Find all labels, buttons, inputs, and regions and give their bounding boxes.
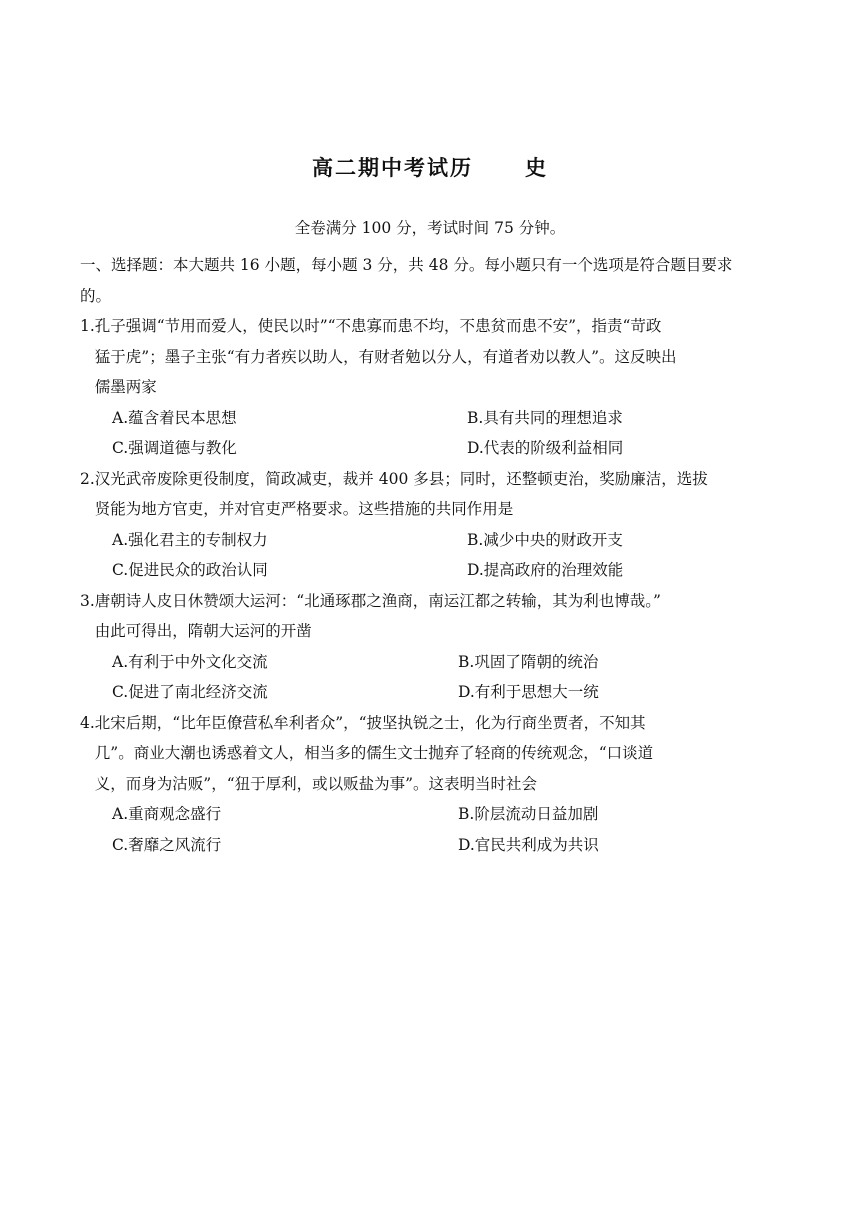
question-4-stem-line: 义，而身为沽贩”，“狃于厚利，或以贩盐为事”。这表明当时社会 [80, 774, 538, 793]
question-3-option-a: A.有利于中外文化交流 [112, 652, 268, 671]
page-title-part1: 高二期中考试历 [312, 156, 473, 180]
question-4-options-row [80, 830, 780, 861]
exam-info: 全卷满分 100 分，考试时间 75 分钟。 [294, 219, 566, 237]
question-4-stem-line: 几”。商业大潮也诱惑着文人，相当多的儒生文士抛弃了轻商的传统观念，“口谈道 [80, 744, 654, 762]
question-3-option-c: C.促进了南北经济交流 [112, 683, 268, 701]
question-3-options-row [80, 647, 780, 678]
page-title-part2: 史 [525, 156, 548, 180]
question-3-option-b: B.巩固了隋朝的统治 [458, 652, 599, 671]
section-heading-line: 的。 [80, 286, 112, 305]
question-4-option-b: B.阶层流动日益加剧 [458, 805, 599, 823]
question-1-stem-line: 猛于虎”；墨子主张“有力者疾以助人，有财者勉以分人，有道者劝以教人”。这反映出 [80, 347, 677, 366]
question-1-stem-line: 1.孔子强调“节用而爱人，使民以时”“不患寡而患不均，不患贫而患不安”，指责“苛政 [80, 317, 662, 335]
question-1-option-b: B.具有共同的理想追求 [467, 408, 623, 427]
question-1-option-c: C.强调道德与教化 [112, 439, 237, 457]
question-3-options-row [80, 677, 780, 708]
exam-content [80, 250, 780, 860]
question-2-option-b: B.减少中央的财政开支 [467, 530, 623, 549]
question-3-stem-line: 由此可得出，隋朝大运河的开凿 [80, 622, 312, 640]
question-2-option-a: A.强化君主的专制权力 [112, 530, 268, 549]
question-4 [80, 708, 780, 861]
question-4-option-a: A.重商观念盛行 [112, 805, 222, 823]
question-3 [80, 586, 780, 708]
question-2-options-row [80, 525, 780, 556]
question-2-stem-line: 贤能为地方官吏，并对官吏严格要求。这些措施的共同作用是 [80, 500, 514, 518]
question-2 [80, 464, 780, 586]
section-heading [80, 250, 780, 311]
question-4-options-row [80, 799, 780, 830]
question-1-option-d: D.代表的阶级利益相同 [467, 439, 624, 457]
question-1 [80, 311, 780, 464]
section-heading-line: 一、选择题：本大题共 16 小题，每小题 3 分，共 48 分。每小题只有一个选项是符合题目要求 [80, 256, 733, 274]
question-4-stem-line: 4.北宋后期，“比年臣僚营私牟利者众”，“披坚执锐之士，化为行商坐贾者，不知其 [80, 713, 646, 732]
question-4-option-d: D.官民共利成为共识 [458, 835, 599, 854]
question-2-option-c: C.促进民众的政治认同 [112, 561, 268, 579]
question-1-option-a: A.蕴含着民本思想 [112, 408, 237, 427]
question-1-options-row [80, 403, 780, 434]
question-1-stem-line: 儒墨两家 [80, 378, 157, 396]
question-4-option-c: C.奢靡之风流行 [112, 835, 222, 854]
page-title [0, 152, 860, 182]
question-3-option-d: D.有利于思想大一统 [458, 683, 599, 701]
question-2-options-row [80, 555, 780, 586]
question-2-option-d: D.提高政府的治理效能 [467, 561, 624, 579]
question-3-stem-line: 3.唐朝诗人皮日休赞颂大运河：“北通琢郡之渔商，南运江都之转输，其为利也博哉。” [80, 591, 661, 610]
question-1-options-row [80, 433, 780, 464]
question-2-stem-line: 2.汉光武帝废除更役制度，简政减吏，裁并 400 多县；同时，还整顿吏治，奖励廉洁，选拔 [80, 469, 708, 488]
